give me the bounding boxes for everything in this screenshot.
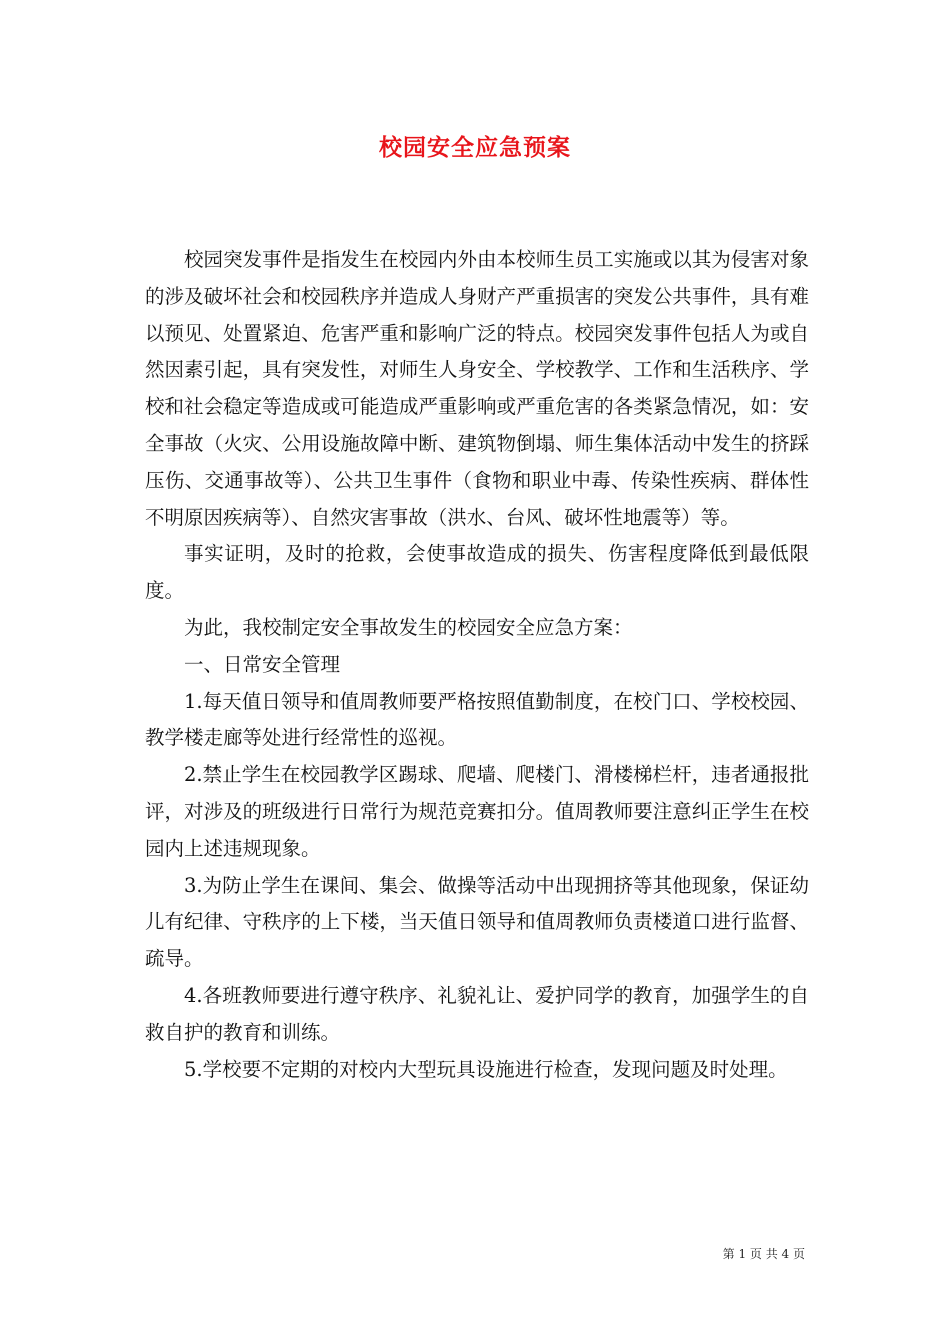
paragraph-intro: 校园突发事件是指发生在校园内外由本校师生员工实施或以其为侵害对象的涉及破坏社会和校园秩序并造成人身财产严重损害的突发公共事件，具有难以预见、处置紧迫、危害严重和影响广泛的特点。校园突发事件包括人为或自然因素引起，具有突发性，对师生人身安全、学校教学、工作和生活秩序、学校和社会稳定等造成或可能造成严重影响或严重危害的各类紧急情况，如：安全事故（火灾、公用设施故障中断、建筑物倒塌、师生集体活动中发生的挤踩压伤、交通事故等）、公共卫生事件（食物和职业中毒、传染性疾病、群体性不明原因疾病等）、自然灾害事故（洪水、台风、破坏性地震等）等。 bbox=[145, 248, 809, 529]
section-heading-daily-safety: 一、日常安全管理 bbox=[184, 652, 341, 676]
list-item-3: 3.为防止学生在课间、集会、做操等活动中出现拥挤等其他现象，保证幼儿有纪律、守秩序的上下楼，当天值日领导和值周教师负责楼道口进行监督、疏导。 bbox=[145, 873, 809, 971]
paragraph-plan-intro: 为此，我校制定安全事故发生的校园安全应急方案： bbox=[184, 615, 633, 639]
list-item-1: 1.每天值日领导和值周教师要严格按照值勤制度，在校门口、学校校园、教学楼走廊等处进行经常性的巡视。 bbox=[145, 689, 809, 750]
list-item-2: 2.禁止学生在校园教学区踢球、爬墙、爬楼门、滑楼梯栏杆，违者通报批评，对涉及的班级进行日常行为规范竞赛扣分。值周教师要注意纠正学生在校园内上述违规现象。 bbox=[145, 763, 809, 860]
list-item-4: 4.各班教师要进行遵守秩序、礼貌礼让、爱护同学的教育，加强学生的自救自护的教育和训练。 bbox=[145, 983, 809, 1044]
document-title: 校园安全应急预案 bbox=[379, 134, 571, 161]
paragraph-fact: 事实证明，及时的抢救，会使事故造成的损失、伤害程度降低到最低限度。 bbox=[145, 542, 809, 603]
list-item-5: 5.学校要不定期的对校内大型玩具设施进行检查，发现问题及时处理。 bbox=[184, 1057, 788, 1081]
page-number-footer: 第 1 页 共 4 页 bbox=[722, 1247, 805, 1261]
document-body bbox=[145, 242, 809, 1088]
